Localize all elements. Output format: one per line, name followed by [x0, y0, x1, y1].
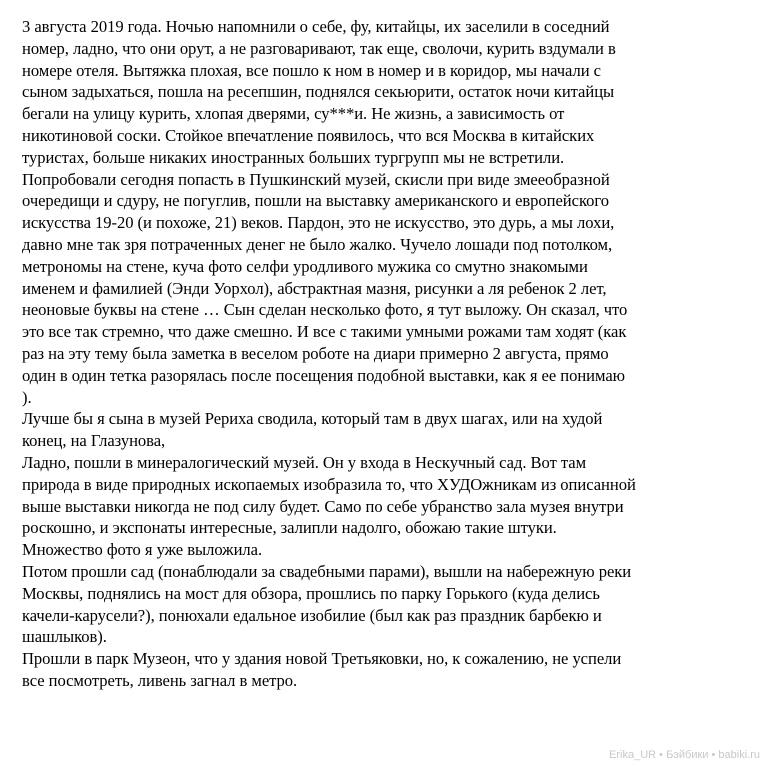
text-line: давно мне так зря потраченных денег не было жалко. Чучело лошади под потолком, — [22, 234, 613, 254]
text-line: роскошно, и экспонаты интересные, залипли надолго, обожаю такие штуки. — [22, 518, 557, 538]
document-body — [22, 16, 748, 692]
text-line: Множество фото я уже выложила. — [22, 540, 263, 560]
text-line: туристах, больше никаких иностранных больших тургрупп мы не встретили. — [22, 147, 565, 167]
text-line: Ладно, пошли в минералогический музей. Он у входа в Нескучный сад. Вот там — [22, 452, 587, 472]
text-line: Попробовали сегодня попасть в Пушкинский музей, скисли при виде змееобразной — [22, 169, 610, 189]
watermark-text: Erika_UR • Бэйбики • babiki.ru — [609, 749, 760, 761]
text-line: номер, ладно, что они орут, а не разговаривают, так еще, сволочи, курить вздумали в — [22, 38, 616, 58]
text-line: природа в виде природных ископаемых изобразила то, что ХУДОжникам из описанной — [22, 474, 636, 494]
text-line: бегали на улицу курить, хлопая дверями, су***и. Не жизнь, а зависимость от — [22, 104, 565, 124]
text-line: один в один тетка разорялась после посещения подобной выставки, как я ее понимаю — [22, 365, 626, 385]
text-line: именем и фамилией (Энди Уорхол), абстрактная мазня, рисунки а ля ребенок 2 лет, — [22, 278, 607, 298]
text-line: искусства 19-20 (и похоже, 21) веков. Пардон, это не искусство, это дурь, а мы лохи, — [22, 213, 615, 233]
text-line: это все так стремно, что даже смешно. И все с такими умными рожами там ходят (как — [22, 322, 627, 342]
text-line: никотиновой соски. Стойкое впечатление появилось, что вся Москва в китайских — [22, 125, 595, 145]
text-line: выше выставки никогда не под силу будет. Само по себе убранство зала музея внутри — [22, 496, 624, 516]
text-line: конец, на Глазунова, — [22, 431, 166, 451]
text-line: ). — [22, 387, 32, 407]
text-line: Потом прошли сад (понаблюдали за свадебными парами), вышли на набережную реки — [22, 561, 632, 581]
text-line: 3 августа 2019 года. Ночью напомнили о себе, фу, китайцы, их заселили в соседний — [22, 17, 610, 36]
text-line: все посмотреть, ливень загнал в метро. — [22, 670, 298, 690]
text-line: раз на эту тему была заметка в веселом роботе на диари примерно 2 августа, прямо — [22, 343, 609, 363]
text-line: качели-карусели?), понюхали едальное изобилие (был как раз праздник барбекю и — [22, 605, 602, 625]
text-line: неоновые буквы на стене … Сын сделан несколько фото, я тут выложу. Он сказал, что — [22, 300, 628, 320]
text-line: шашлыков). — [22, 627, 107, 647]
text-line: метрономы на стене, куча фото селфи уродливого мужика со смутно знакомыми — [22, 256, 588, 276]
text-line: Лучше бы я сына в музей Рериха сводила, который там в двух шагах, или на худой — [22, 409, 603, 429]
text-line: номере отеля. Вытяжка плохая, все пошло к ном в номер и в коридор, мы начали с — [22, 60, 601, 80]
text-line: сыном задыхаться, пошла на ресепшин, поднялся секьюрити, остаток ночи китайцы — [22, 82, 615, 102]
text-line: Москвы, поднялись на мост для обзора, прошлись по парку Горького (куда делись — [22, 583, 600, 603]
text-line: очередищи и сдуру, не погуглив, пошли на выставку американского и европейского — [22, 191, 609, 211]
text-line: Прошли в парк Музеон, что у здания новой Третьяковки, но, к сожалению, не успели — [22, 649, 622, 669]
